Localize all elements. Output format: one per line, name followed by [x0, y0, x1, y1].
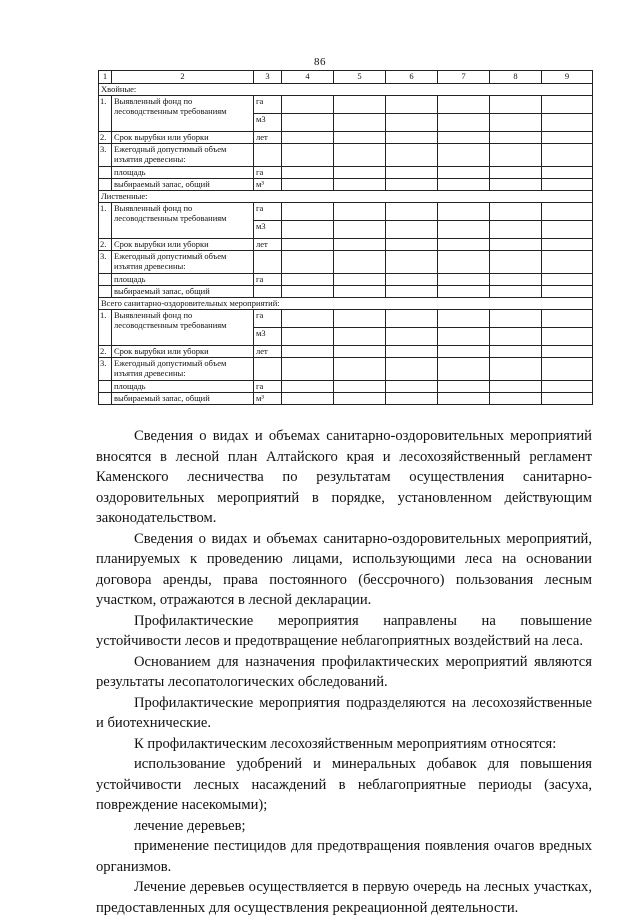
paragraph: Лечение деревьев осуществляется в первую очередь на лесных участках, предоставленных для осуществления рекреационной деятельности. — [96, 879, 592, 916]
section-row — [99, 298, 593, 310]
unit-cell: лет — [254, 132, 282, 144]
value-cell — [282, 114, 334, 132]
value-cell — [334, 114, 386, 132]
value-cell — [490, 239, 542, 251]
value-cell — [386, 328, 438, 346]
header-cell: 8 — [490, 71, 542, 84]
row-label: выбираемый запас, общий — [112, 393, 254, 405]
value-cell — [282, 239, 334, 251]
value-cell — [386, 286, 438, 298]
sanitary-measures-table — [98, 70, 593, 405]
header-cell: 1 — [99, 71, 112, 84]
unit-cell: м3 — [254, 328, 282, 346]
unit-cell: м³ — [254, 393, 282, 405]
value-cell — [542, 381, 593, 393]
row-label: Выявленный фонд по лесоводственным требованиям — [112, 310, 254, 346]
value-cell — [386, 114, 438, 132]
row-number: 1. — [99, 310, 112, 346]
value-cell — [282, 251, 334, 274]
page-number: 86 — [314, 56, 326, 68]
unit-cell: га — [254, 274, 282, 286]
table-row — [99, 286, 593, 298]
value-cell — [282, 96, 334, 114]
section-title: Всего санитарно-оздоровительных мероприятий: — [99, 298, 593, 310]
table-row — [99, 144, 593, 167]
row-number: 1. — [99, 96, 112, 132]
value-cell — [438, 346, 490, 358]
value-cell — [334, 251, 386, 274]
value-cell — [438, 328, 490, 346]
value-cell — [282, 358, 334, 381]
unit-cell: м3 — [254, 221, 282, 239]
value-cell — [386, 144, 438, 167]
section-row — [99, 84, 593, 96]
header-cell: 3 — [254, 71, 282, 84]
value-cell — [334, 96, 386, 114]
table-row — [99, 358, 593, 381]
value-cell — [542, 310, 593, 328]
value-cell — [334, 328, 386, 346]
paragraph: Профилактические мероприятия направлены на повышение устойчивости лесов и предотвращение неблагоприятных воздействий на леса. — [96, 612, 592, 649]
row-label: Ежегодный допустимый объем изъятия древесины: — [112, 358, 254, 381]
row-number: 2. — [99, 239, 112, 251]
value-cell — [334, 144, 386, 167]
header-cell: 7 — [438, 71, 490, 84]
value-cell — [334, 346, 386, 358]
table-row — [99, 96, 593, 114]
section-title: Лиственные: — [99, 191, 593, 203]
header-cell: 5 — [334, 71, 386, 84]
value-cell — [542, 328, 593, 346]
value-cell — [490, 328, 542, 346]
value-cell — [386, 167, 438, 179]
row-label: площадь — [112, 381, 254, 393]
row-number — [99, 393, 112, 405]
value-cell — [542, 346, 593, 358]
table-row — [99, 132, 593, 144]
value-cell — [542, 167, 593, 179]
value-cell — [386, 381, 438, 393]
value-cell — [282, 132, 334, 144]
value-cell — [386, 132, 438, 144]
value-cell — [282, 381, 334, 393]
unit-cell — [254, 358, 282, 381]
section-title: Хвойные: — [99, 84, 593, 96]
paragraph: использование удобрений и минеральных добавок для повышения устойчивости лесных насаждений в неблагоприятные периоды (засуха, повреждение насекомыми); — [96, 756, 592, 813]
value-cell — [438, 310, 490, 328]
value-cell — [386, 96, 438, 114]
value-cell — [334, 203, 386, 221]
value-cell — [438, 286, 490, 298]
table-row — [99, 393, 593, 405]
value-cell — [490, 393, 542, 405]
value-cell — [334, 358, 386, 381]
value-cell — [490, 286, 542, 298]
value-cell — [386, 274, 438, 286]
table-row — [99, 179, 593, 191]
row-number: 3. — [99, 251, 112, 274]
table-row — [99, 381, 593, 393]
value-cell — [334, 381, 386, 393]
value-cell — [282, 310, 334, 328]
value-cell — [334, 167, 386, 179]
value-cell — [282, 179, 334, 191]
value-cell — [490, 274, 542, 286]
row-label: Выявленный фонд по лесоводственным требованиям — [112, 96, 254, 132]
paragraph: применение пестицидов для предотвращения появления очагов вредных организмов. — [96, 838, 592, 875]
paragraph: Сведения о видах и объемах санитарно-оздоровительных мероприятий вносятся в лесной план Алтайского края и лесохозяйственный регламент Каменского лесничества по результатам осуществления санитарно-оздоровительных мероприятий в порядке, установленном действующим законодательством. — [96, 428, 592, 526]
value-cell — [334, 179, 386, 191]
unit-cell: м3 — [254, 114, 282, 132]
value-cell — [334, 393, 386, 405]
header-cell: 2 — [112, 71, 254, 84]
row-label: выбираемый запас, общий — [112, 179, 254, 191]
value-cell — [334, 221, 386, 239]
row-number: 2. — [99, 346, 112, 358]
value-cell — [282, 167, 334, 179]
section-row — [99, 191, 593, 203]
value-cell — [542, 132, 593, 144]
value-cell — [490, 114, 542, 132]
value-cell — [282, 203, 334, 221]
value-cell — [438, 393, 490, 405]
paragraph: лечение деревьев; — [134, 817, 246, 834]
unit-cell: м³ — [254, 179, 282, 191]
value-cell — [438, 132, 490, 144]
row-label: Ежегодный допустимый объем изъятия древесины: — [112, 144, 254, 167]
value-cell — [438, 144, 490, 167]
row-label: Срок вырубки или уборки — [112, 239, 254, 251]
value-cell — [334, 239, 386, 251]
value-cell — [542, 393, 593, 405]
value-cell — [438, 203, 490, 221]
value-cell — [334, 132, 386, 144]
unit-cell: лет — [254, 346, 282, 358]
value-cell — [490, 179, 542, 191]
value-cell — [490, 310, 542, 328]
value-cell — [438, 96, 490, 114]
row-number: 1. — [99, 203, 112, 239]
value-cell — [438, 179, 490, 191]
row-number: 2. — [99, 132, 112, 144]
unit-cell: га — [254, 310, 282, 328]
unit-cell: га — [254, 381, 282, 393]
value-cell — [386, 346, 438, 358]
value-cell — [386, 310, 438, 328]
value-cell — [334, 310, 386, 328]
header-cell: 6 — [386, 71, 438, 84]
value-cell — [542, 274, 593, 286]
table-row — [99, 203, 593, 221]
value-cell — [282, 274, 334, 286]
value-cell — [542, 221, 593, 239]
value-cell — [334, 274, 386, 286]
value-cell — [542, 358, 593, 381]
value-cell — [542, 96, 593, 114]
value-cell — [282, 393, 334, 405]
header-row — [99, 71, 593, 84]
value-cell — [542, 179, 593, 191]
unit-cell: га — [254, 96, 282, 114]
value-cell — [438, 221, 490, 239]
header-cell: 4 — [282, 71, 334, 84]
row-number — [99, 286, 112, 298]
row-number — [99, 381, 112, 393]
value-cell — [282, 286, 334, 298]
unit-cell: га — [254, 203, 282, 221]
value-cell — [438, 167, 490, 179]
value-cell — [542, 203, 593, 221]
unit-cell — [254, 144, 282, 167]
value-cell — [490, 96, 542, 114]
table-row — [99, 274, 593, 286]
unit-cell — [254, 286, 282, 298]
value-cell — [490, 358, 542, 381]
value-cell — [490, 203, 542, 221]
row-number — [99, 167, 112, 179]
value-cell — [490, 221, 542, 239]
value-cell — [386, 393, 438, 405]
table-row — [99, 167, 593, 179]
value-cell — [542, 239, 593, 251]
value-cell — [438, 274, 490, 286]
value-cell — [542, 144, 593, 167]
value-cell — [542, 286, 593, 298]
value-cell — [282, 328, 334, 346]
value-cell — [386, 358, 438, 381]
value-cell — [438, 381, 490, 393]
row-number — [99, 274, 112, 286]
body-text — [96, 426, 592, 918]
value-cell — [490, 167, 542, 179]
paragraph: Профилактические мероприятия подразделяются на лесохозяйственные и биотехнические. — [96, 694, 592, 731]
value-cell — [438, 114, 490, 132]
value-cell — [386, 251, 438, 274]
row-label: выбираемый запас, общий — [112, 286, 254, 298]
row-label: Ежегодный допустимый объем изъятия древесины: — [112, 251, 254, 274]
table-row — [99, 239, 593, 251]
unit-cell — [254, 251, 282, 274]
value-cell — [490, 132, 542, 144]
paragraph: К профилактическим лесохозяйственным мероприятиям относятся: — [134, 735, 557, 752]
value-cell — [282, 346, 334, 358]
header-cell: 9 — [542, 71, 593, 84]
row-label: площадь — [112, 274, 254, 286]
value-cell — [386, 203, 438, 221]
value-cell — [490, 144, 542, 167]
table-row — [99, 310, 593, 328]
table-row — [99, 346, 593, 358]
value-cell — [490, 251, 542, 274]
row-label: площадь — [112, 167, 254, 179]
value-cell — [386, 239, 438, 251]
value-cell — [438, 358, 490, 381]
row-number: 3. — [99, 144, 112, 167]
value-cell — [386, 221, 438, 239]
unit-cell: га — [254, 167, 282, 179]
value-cell — [386, 179, 438, 191]
value-cell — [438, 239, 490, 251]
row-number — [99, 179, 112, 191]
value-cell — [542, 114, 593, 132]
value-cell — [282, 144, 334, 167]
unit-cell: лет — [254, 239, 282, 251]
paragraph: Сведения о видах и объемах санитарно-оздоровительных мероприятий, планируемых к проведению лицами, использующими леса на основании договора аренды, права постоянного (бессрочного) пользования лесным участком, отражаются в лесной декларации. — [96, 530, 592, 608]
row-label: Срок вырубки или уборки — [112, 132, 254, 144]
value-cell — [334, 286, 386, 298]
paragraph: Основанием для назначения профилактических мероприятий являются результаты лесопатологических обследований. — [96, 653, 592, 690]
table-row — [99, 251, 593, 274]
row-label: Срок вырубки или уборки — [112, 346, 254, 358]
row-label: Выявленный фонд по лесоводственным требованиям — [112, 203, 254, 239]
table-body — [99, 71, 593, 405]
value-cell — [282, 221, 334, 239]
row-number: 3. — [99, 358, 112, 381]
value-cell — [490, 381, 542, 393]
value-cell — [542, 251, 593, 274]
value-cell — [490, 346, 542, 358]
value-cell — [438, 251, 490, 274]
